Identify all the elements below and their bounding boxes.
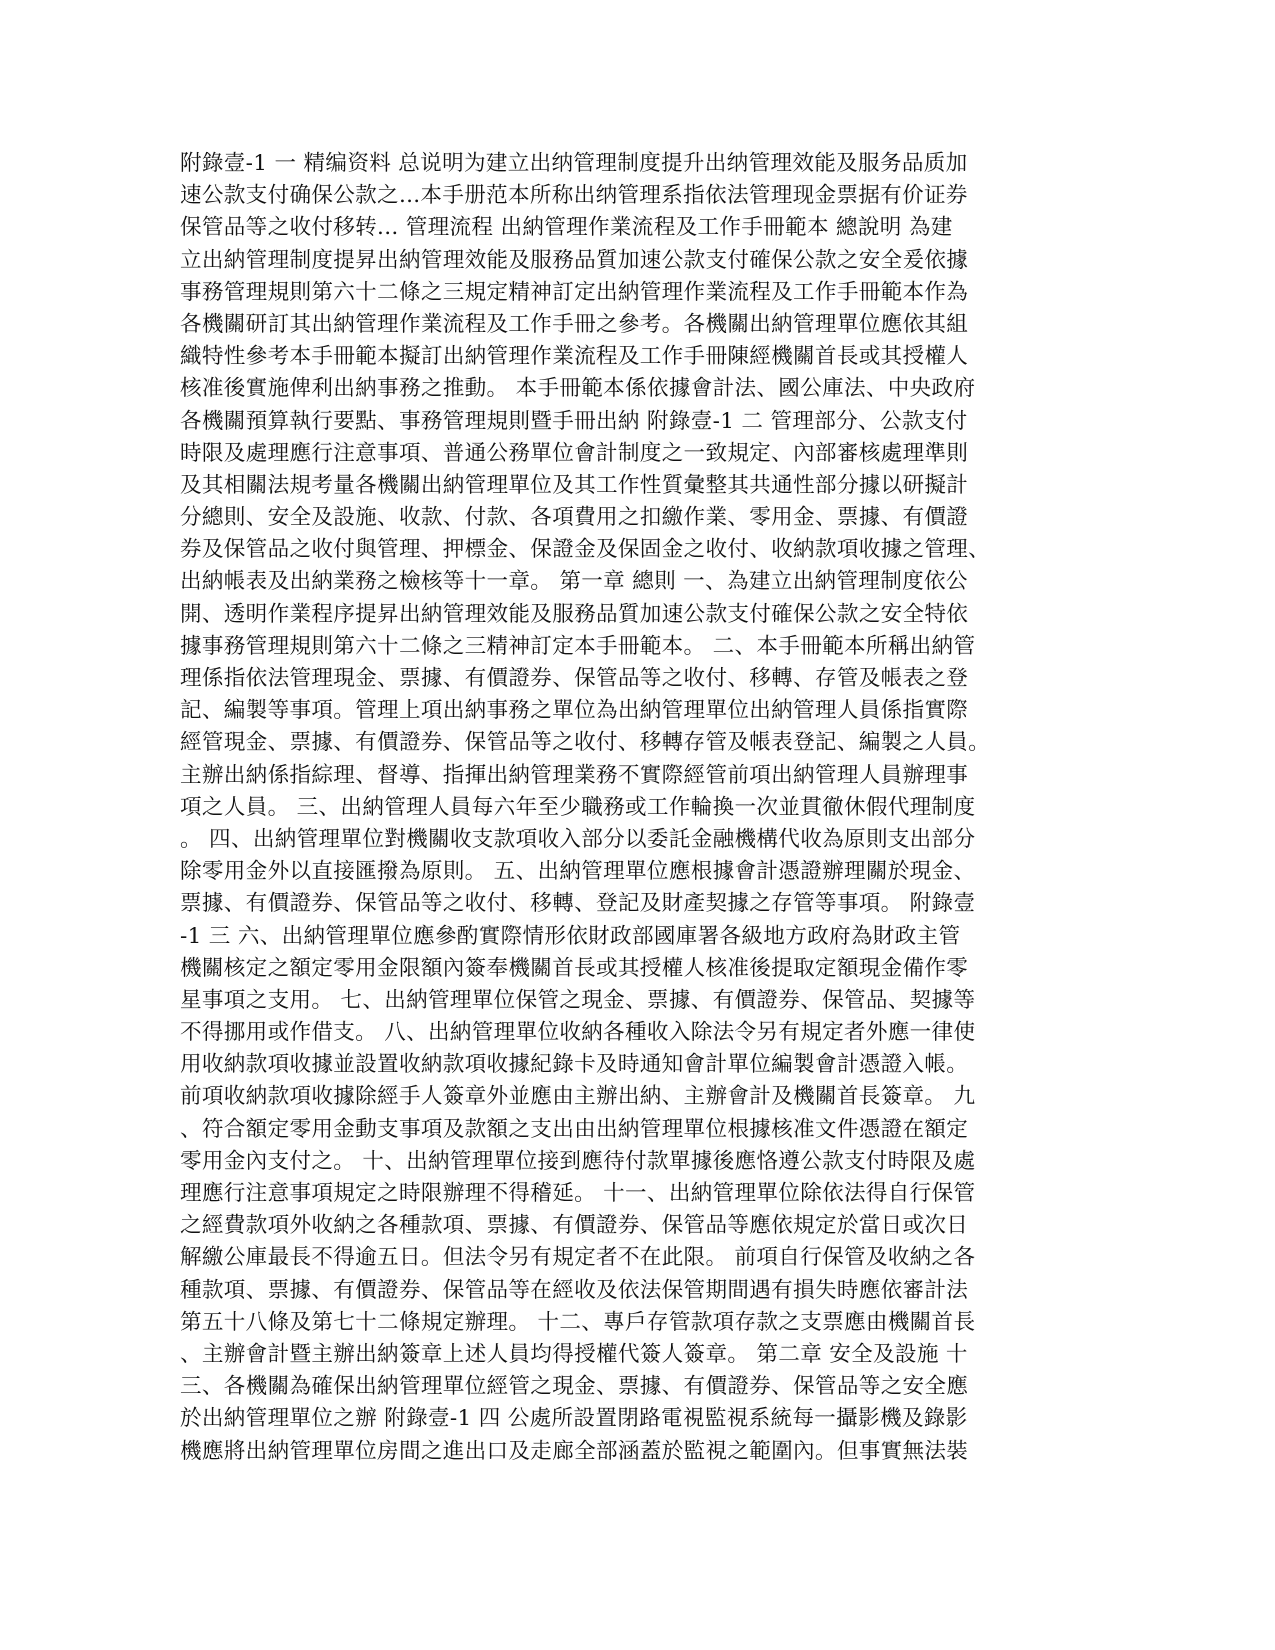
text-line: 理應行注意事項規定之時限辦理不得稽延。 十一、出納管理單位除依法得自行保管 — [180, 1181, 976, 1206]
text-line: 附錄壹-1 一 精编资料 总说明为建立出纳管理制度提升出纳管理效能及服务品质加 — [180, 151, 968, 176]
text-line: 各機關預算執行要點、事務管理規則暨手冊出納 附錄壹-1 二 管理部分、公款支付 — [180, 408, 968, 434]
text-line: 保管品等之收付移转... 管理流程 出納管理作業流程及工作手冊範本 總說明 為建 — [180, 215, 953, 241]
text-line: 記、編製等事項。管理上項出納事務之單位為出納管理單位出納管理人員係指實際 — [180, 698, 969, 724]
text-line: 除零用金外以直接匯撥為原則。 五、出納管理單位應根據會計憑證辦理關於現金、 — [180, 859, 976, 885]
text-line: 星事項之支用。 七、出納管理單位保管之現金、票據、有價證券、保管品、契據等 — [180, 987, 976, 1013]
text-line: 之經費款項外收納之各種款項、票據、有價證券、保管品等應依規定於當日或次日 — [180, 1213, 969, 1239]
text-line: 、符合額定零用金動支事項及款額之支出由出納管理單位根據核准文件憑證在額定 — [180, 1116, 969, 1142]
text-line: 項之人員。 三、出納管理人員每六年至少職務或工作輪換一次並貫徹休假代理制度 — [180, 794, 976, 820]
text-line: 據事務管理規則第六十二條之三精神訂定本手冊範本。 二、本手冊範本所稱出納管 — [180, 633, 976, 659]
text-line: 機關核定之額定零用金限額內簽奉機關首長或其授權人核准後提取定額現金備作零 — [180, 955, 969, 981]
text-line: 核准後實施俾利出納事務之推動。 本手冊範本係依據會計法、國公庫法、中央政府 — [180, 376, 976, 402]
text-line: 三、各機關為確保出納管理單位經管之現金、票據、有價證券、保管品等之安全應 — [180, 1374, 969, 1400]
text-line: 事務管理規則第六十二條之三規定精神訂定出納管理作業流程及工作手冊範本作為 — [180, 279, 969, 305]
document-body — [180, 148, 1100, 1468]
text-line: 種款項、票據、有價證券、保管品等在經收及依法保管期間遇有損失時應依審計法 — [180, 1277, 969, 1303]
text-line: 零用金內支付之。 十、出納管理單位接到應待付款單據後應恪遵公款支付時限及處 — [180, 1148, 976, 1174]
text-line: 、主辦會計暨主辦出納簽章上述人員均得授權代簽人簽章。 第二章 安全及設施 十 — [180, 1341, 968, 1367]
text-line: 機應將出納管理單位房間之進出口及走廊全部涵蓋於監視之範圍內。但事實無法裝 — [180, 1438, 969, 1464]
text-line: 理係指依法管理現金、票據、有價證券、保管品等之收付、移轉、存管及帳表之登 — [180, 666, 969, 691]
text-line: 不得挪用或作借支。 八、出納管理單位收納各種收入除法令另有規定者外應一律使 — [180, 1020, 976, 1046]
text-line: -1 三 六、出納管理單位應參酌實際情形依財政部國庫署各級地方政府為財政主管 — [180, 923, 961, 949]
text-line: 第五十八條及第七十二條規定辦理。 十二、專戶存管款項存款之支票應由機關首長 — [180, 1309, 976, 1335]
text-line: 速公款支付确保公款之...本手册范本所称出纳管理系指依法管理现金票据有价证券 — [180, 183, 968, 209]
text-line: 織特性參考本手冊範本擬訂出納管理作業流程及工作手冊陳經機關首長或其授權人 — [180, 344, 969, 370]
text-line: 出納帳表及出納業務之檢核等十一章。 第一章 總則 一、為建立出納管理制度依公 — [180, 569, 968, 595]
text-line: 分總則、安全及設施、收款、付款、各項費用之扣繳作業、零用金、票據、有價證 — [180, 505, 969, 531]
text-line: 於出納管理單位之辦 附錄壹-1 四 公處所設置閉路電視監視系統每一攝影機及錄影 — [180, 1406, 968, 1432]
text-line: 。 四、出納管理單位對機關收支款項收入部分以委託金融機構代收為原則支出部分 — [180, 826, 976, 852]
text-line: 券及保管品之收付與管理、押標金、保證金及保固金之收付、收納款項收據之管理、 — [180, 537, 991, 563]
text-line: 票據、有價證券、保管品等之收付、移轉、登記及財產契據之存管等事項。 附錄壹 — [180, 891, 976, 917]
text-line: 開、透明作業程序提昇出納管理效能及服務品質加速公款支付確保公款之安全特依 — [180, 601, 969, 627]
text-line: 前項收納款項收據除經手人簽章外並應由主辦出納、主辦會計及機關首長簽章。 九 — [180, 1084, 976, 1110]
text-line: 主辦出納係指綜理、督導、指揮出納管理業務不實際經管前項出納管理人員辦理事 — [180, 762, 969, 788]
text-line: 經管現金、票據、有價證券、保管品等之收付、移轉存管及帳表登記、編製之人員。 — [180, 730, 991, 756]
text-line: 用收納款項收據並設置收納款項收據紀錄卡及時通知會計單位編製會計憑證入帳。 — [180, 1052, 969, 1078]
text-line: 時限及處理應行注意事項、普通公務單位會計制度之一致規定、內部審核處理準則 — [180, 440, 969, 466]
text-line: 各機關研訂其出納管理作業流程及工作手冊之參考。各機關出納管理單位應依其組 — [180, 311, 969, 337]
text-line: 及其相關法規考量各機關出納管理單位及其工作性質彙整其共通性部分據以研擬計 — [180, 472, 969, 498]
text-line: 立出納管理制度提昇出納管理效能及服務品質加速公款支付確保公款之安全爰依據 — [180, 247, 969, 273]
text-line: 解繳公庫最長不得逾五日。但法令另有規定者不在此限。 前項自行保管及收納之各 — [180, 1245, 976, 1271]
